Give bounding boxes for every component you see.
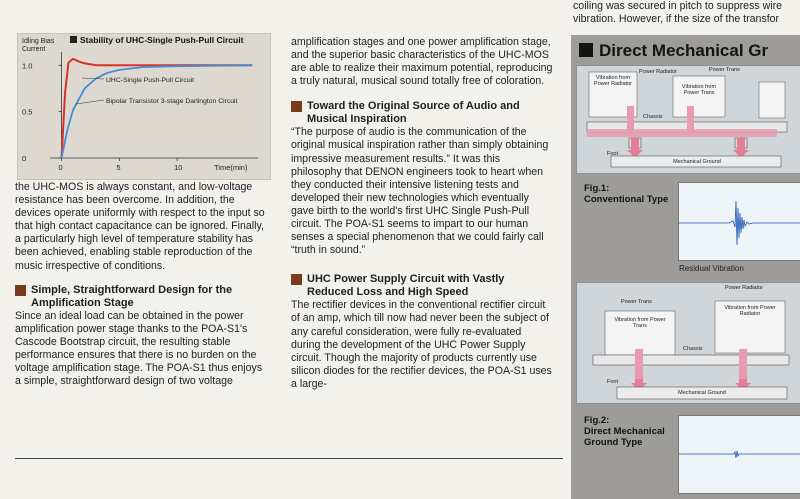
heading-square-icon <box>291 274 302 285</box>
chart-title: Stability of UHC-Single Push-Pull Circuit <box>80 35 244 45</box>
scope-direct-ground <box>678 415 800 494</box>
d2-foot: Foot <box>607 379 619 385</box>
left-heading-2 <box>15 284 267 310</box>
stability-chart-svg <box>18 34 270 179</box>
chart-ylabel-line1: Idling Bias <box>22 38 55 45</box>
mid-heading-2-text: UHC Power Supply Circuit with Vastly Reduced Loss and High Speed <box>307 273 505 299</box>
mid-heading-2 <box>291 273 553 299</box>
d1-foot: Foot <box>607 151 619 157</box>
fig1-number: Fig.1: <box>584 183 610 194</box>
top-right-line-1: coiling was secured in pitch to suppress wire <box>573 0 783 12</box>
chart-series-line <box>62 59 253 158</box>
d1-ground: Mechanical Ground <box>673 159 721 165</box>
bottom-divider <box>15 458 563 459</box>
heading-square-icon <box>15 285 26 296</box>
mid-para-2: “The purpose of audio is the communication of the original musical inspiration rather than simply obtaining impressive measurement results.” It was this philosophy that DENON engineers took to heart when they conducted their intensive listening tests and developed their new technologies which eventually gave birth to the world's first UHC Single Push-Pull circuit. The POA-S1 seems to impart to our human senses a special phenomenon that we could fairly call “truth in sound.” <box>291 126 549 257</box>
chart-series-leader <box>82 78 104 79</box>
chart-series-leader <box>76 100 104 104</box>
diagram-2-svg <box>577 283 800 403</box>
d2-vib-radiator: Vibration from Power Radiator <box>724 305 776 317</box>
d2-power-radiator: Power Radiator <box>725 285 763 291</box>
d1-power-radiator: Power Radiator <box>639 69 677 75</box>
diagram-direct-ground <box>576 282 800 404</box>
mid-para-1: amplification stages and one power amplification stage, and the superior basic characteristics of the UHC-MOS are able to realize their maximum potential, reproducing a truly natural, musical sound totally free of coloration. <box>291 36 553 88</box>
d2-power-trans: Power Trans <box>621 299 652 305</box>
d2-ground: Mechanical Ground <box>678 390 726 396</box>
fig2-label <box>584 415 676 448</box>
mid-para-3: The rectifier devices in the conventional rectifier circuit of an amp, which till now had never been the subject of any careful consideration, were fully re-evaluated during the development of the UHC Power Supply circuit. Though the majority of products currently use silicon diodes for the rectifier devices, the POA-S1 uses a large- <box>291 299 552 390</box>
left-heading-2-text: Simple, Straightforward Design for the Amplification Stage <box>31 283 233 309</box>
top-right-text <box>573 0 782 26</box>
middle-column <box>291 36 553 391</box>
chart-series-label: UHC-Single Push-Pull Circuit <box>106 77 195 84</box>
chart-series-label: Bipolar Transistor 3-stage Darlington Circuit <box>106 98 238 105</box>
d2-vib-trans: Vibration from Power Trans <box>614 317 666 329</box>
mid-heading-1 <box>291 100 553 126</box>
direct-mechanical-ground-panel <box>571 35 800 499</box>
scope-2-svg <box>679 416 800 493</box>
scope-1-svg <box>679 183 800 260</box>
d1-power-trans: Power Trans <box>709 67 740 73</box>
chart-x-tick-label: 5 <box>116 163 121 172</box>
top-right-line-2: vibration. However, if the size of the transfor <box>573 13 780 25</box>
heading-square-icon <box>291 101 302 112</box>
residual-vibration-label: Residual Vibration <box>679 264 744 273</box>
diagram-conventional <box>576 65 800 174</box>
chart-y-tick-label: 0.5 <box>22 107 33 117</box>
panel-title-text: Direct Mechanical Gr <box>599 41 769 60</box>
chart-title-square <box>70 36 77 43</box>
fig2-number: Fig.2: <box>584 415 610 426</box>
title-square-icon <box>579 43 593 57</box>
chart-y-tick-label: 0 <box>22 154 27 163</box>
fig2-title: Direct Mechanical Ground Type <box>584 426 665 448</box>
mid-heading-1-text: Toward the Original Source of Audio and Musical Inspiration <box>307 100 520 126</box>
chart-ylabel-line2: Current <box>22 46 46 53</box>
left-para-2: Since an ideal load can be obtained in the power amplification power stage thanks to the POA-S1's Cascode Bootstrap circuit, the resulting stable performance ensures that there is no burden on the voltage amplification stage. The POA-S1 thus enjoys a simple, straightforward design of two voltage <box>15 309 263 388</box>
panel-title <box>579 41 768 61</box>
left-para-1: the UHC-MOS is always constant, and low-voltage resistance has been overcome. In addition, the devices operate uniformly with respect to the input so that high contact capacitance can be ignored. Finally, a particularly high level of temperature stability has been achieved, enabling stable reproduction of the music irrespective of conditions. <box>15 181 265 272</box>
chart-x-tick-label: 0 <box>58 163 63 172</box>
d1-chassis: Chassis <box>643 114 663 120</box>
left-column <box>15 181 267 388</box>
fig1-title: Conventional Type <box>584 194 669 205</box>
chart-x-tick-label: 10 <box>174 163 183 172</box>
stability-chart <box>17 33 271 180</box>
chart-y-tick-label: 1.0 <box>22 61 33 71</box>
scope-conventional <box>678 182 800 261</box>
d2-chassis: Chassis <box>683 346 703 352</box>
chart-xlabel: Time(min) <box>214 163 248 172</box>
fig1-label <box>584 183 668 205</box>
d1-vib-radiator: Vibration from Power Radiator <box>594 75 632 87</box>
d1-vib-trans: Vibration from Power Trans <box>681 84 717 96</box>
